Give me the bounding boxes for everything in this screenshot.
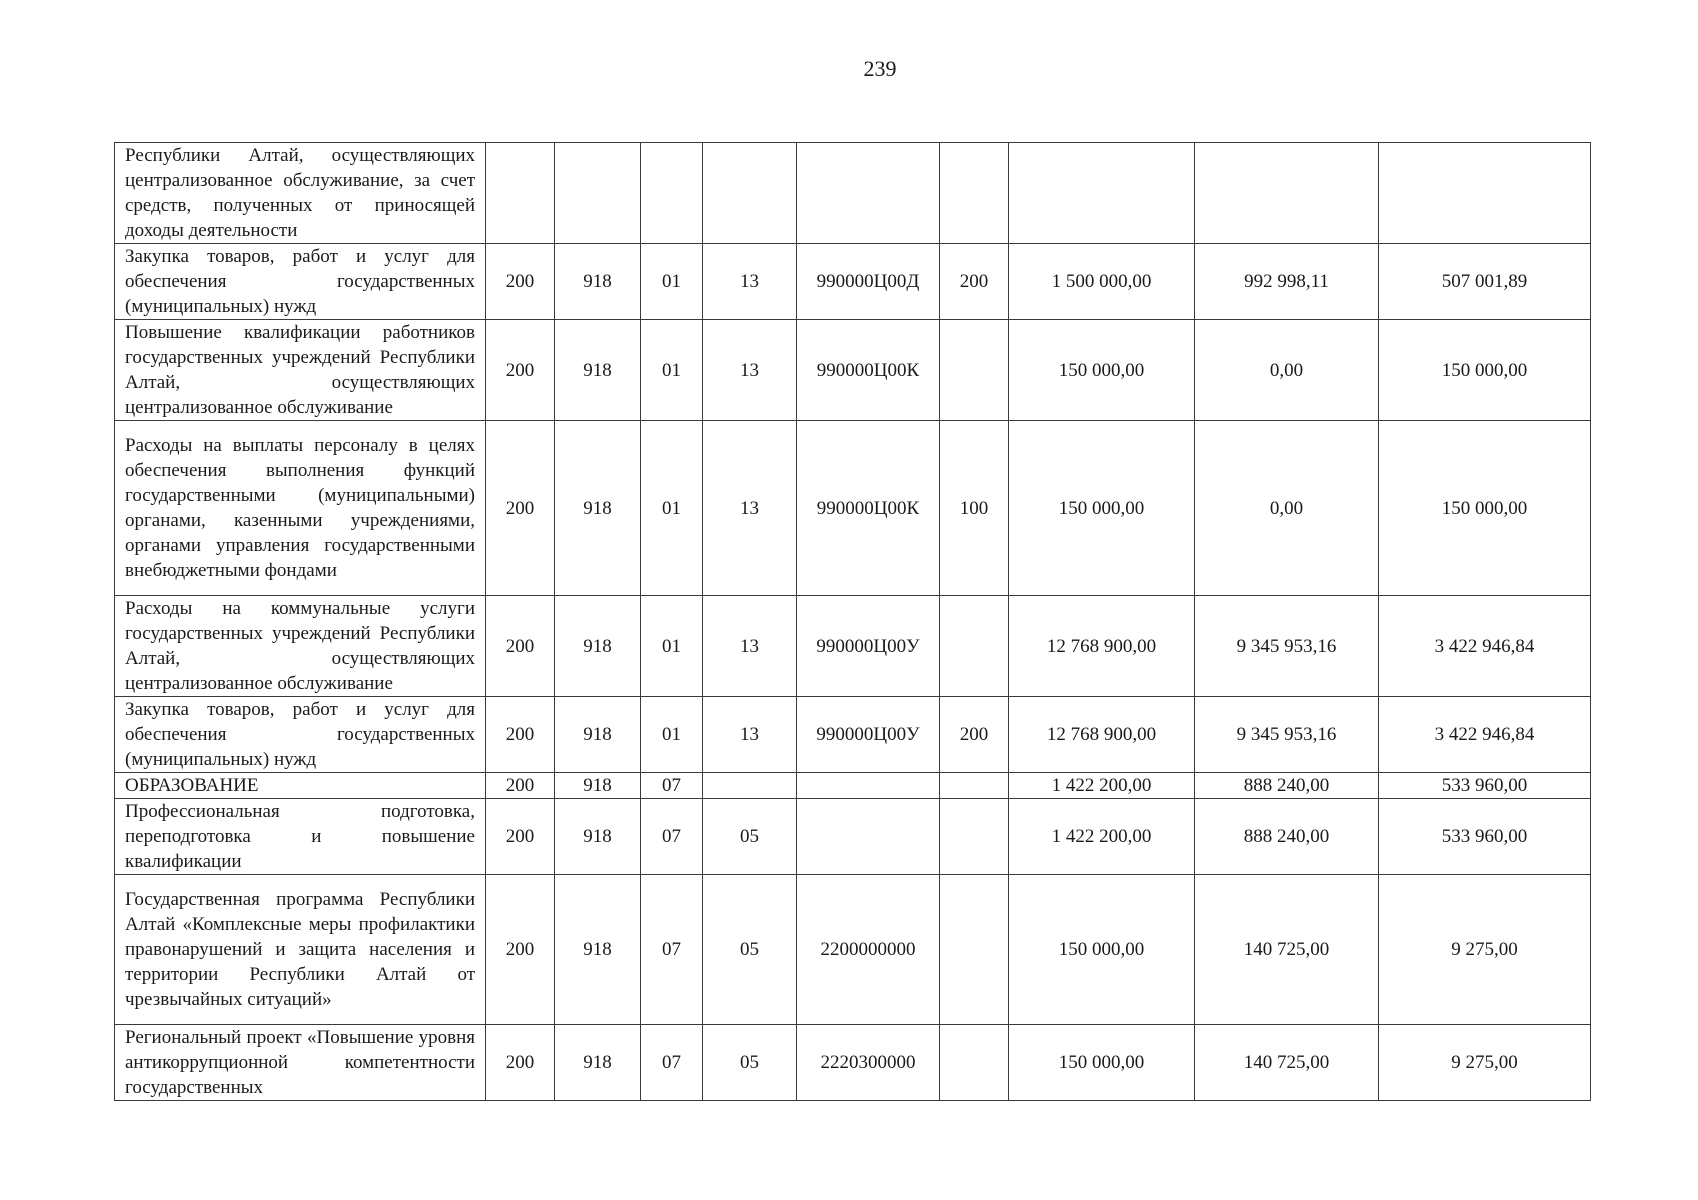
- table-row: [115, 697, 1591, 773]
- table-row: [115, 1025, 1591, 1101]
- row-value-cell: 07: [641, 1025, 703, 1101]
- row-value-cell: [703, 773, 797, 799]
- row-value-cell: 9 275,00: [1379, 875, 1591, 1025]
- row-name-cell: Государственная программа Республики Алтай «Комплексные меры профилактики правонарушений и защита населения и территории Республики Алтай от чрезвычайных ситуаций»: [115, 875, 486, 1025]
- row-value-cell: 200: [486, 421, 555, 596]
- row-value-cell: 990000Ц00К: [797, 421, 940, 596]
- row-value-cell: 12 768 900,00: [1009, 697, 1195, 773]
- row-name-cell: Закупка товаров, работ и услуг для обеспечения государственных (муниципальных) нужд: [115, 244, 486, 320]
- row-value-cell: 992 998,11: [1195, 244, 1379, 320]
- row-value-cell: 918: [555, 596, 641, 697]
- row-value-cell: 200: [486, 875, 555, 1025]
- row-value-cell: 13: [703, 244, 797, 320]
- row-value-cell: 13: [703, 421, 797, 596]
- row-value-cell: 200: [940, 244, 1009, 320]
- row-value-cell: 150 000,00: [1009, 1025, 1195, 1101]
- row-value-cell: 1 422 200,00: [1009, 773, 1195, 799]
- table-row: [115, 799, 1591, 875]
- row-value-cell: 918: [555, 773, 641, 799]
- row-value-cell: 990000Ц00К: [797, 320, 940, 421]
- row-value-cell: 0,00: [1195, 320, 1379, 421]
- row-value-cell: 918: [555, 875, 641, 1025]
- row-value-cell: 07: [641, 875, 703, 1025]
- row-value-cell: 918: [555, 1025, 641, 1101]
- row-name-cell: Республики Алтай, осуществляющих централизованное обслуживание, за счет средств, полученных от приносящей доходы деятельности: [115, 143, 486, 244]
- row-name-cell: ОБРАЗОВАНИЕ: [115, 773, 486, 799]
- row-value-cell: 100: [940, 421, 1009, 596]
- row-value-cell: [797, 143, 940, 244]
- row-value-cell: 990000Ц00Д: [797, 244, 940, 320]
- budget-table: [114, 142, 1591, 1101]
- row-value-cell: [940, 799, 1009, 875]
- row-value-cell: 200: [486, 799, 555, 875]
- row-name-cell: Расходы на выплаты персоналу в целях обеспечения выполнения функций государственными (муниципальными) органами, казенными учреждениями, органами управления государственными внебюджетными фондами: [115, 421, 486, 596]
- row-value-cell: 3 422 946,84: [1379, 697, 1591, 773]
- row-value-cell: [641, 143, 703, 244]
- row-name-cell: Закупка товаров, работ и услуг для обеспечения государственных (муниципальных) нужд: [115, 697, 486, 773]
- row-value-cell: 0,00: [1195, 421, 1379, 596]
- row-value-cell: [797, 773, 940, 799]
- row-value-cell: 9 275,00: [1379, 1025, 1591, 1101]
- row-name-cell: Повышение квалификации работников государственных учреждений Республики Алтай, осуществляющих централизованное обслуживание: [115, 320, 486, 421]
- row-value-cell: 3 422 946,84: [1379, 596, 1591, 697]
- row-value-cell: 200: [486, 697, 555, 773]
- row-value-cell: 200: [486, 1025, 555, 1101]
- row-value-cell: 888 240,00: [1195, 773, 1379, 799]
- row-value-cell: [940, 1025, 1009, 1101]
- row-value-cell: 200: [486, 773, 555, 799]
- table-row: [115, 773, 1591, 799]
- row-value-cell: 05: [703, 875, 797, 1025]
- table-row: [115, 875, 1591, 1025]
- row-value-cell: [940, 596, 1009, 697]
- row-value-cell: 918: [555, 320, 641, 421]
- table-row: [115, 421, 1591, 596]
- row-value-cell: [1009, 143, 1195, 244]
- row-value-cell: 533 960,00: [1379, 773, 1591, 799]
- row-value-cell: 150 000,00: [1009, 421, 1195, 596]
- row-value-cell: [940, 143, 1009, 244]
- row-value-cell: 918: [555, 421, 641, 596]
- row-value-cell: 150 000,00: [1379, 421, 1591, 596]
- row-value-cell: [940, 875, 1009, 1025]
- row-value-cell: 507 001,89: [1379, 244, 1591, 320]
- row-name-cell: Профессиональная подготовка, переподготовка и повышение квалификации: [115, 799, 486, 875]
- row-value-cell: 200: [486, 596, 555, 697]
- row-value-cell: [555, 143, 641, 244]
- page-number: 239: [863, 56, 897, 81]
- row-value-cell: 12 768 900,00: [1009, 596, 1195, 697]
- row-value-cell: 140 725,00: [1195, 1025, 1379, 1101]
- row-value-cell: 1 422 200,00: [1009, 799, 1195, 875]
- row-value-cell: [1379, 143, 1591, 244]
- row-value-cell: [1195, 143, 1379, 244]
- row-value-cell: 01: [641, 320, 703, 421]
- row-value-cell: 2200000000: [797, 875, 940, 1025]
- table-row: [115, 596, 1591, 697]
- row-value-cell: 990000Ц00У: [797, 596, 940, 697]
- row-value-cell: 140 725,00: [1195, 875, 1379, 1025]
- row-value-cell: [940, 320, 1009, 421]
- row-value-cell: [940, 773, 1009, 799]
- row-value-cell: 9 345 953,16: [1195, 697, 1379, 773]
- row-value-cell: [703, 143, 797, 244]
- row-value-cell: 07: [641, 799, 703, 875]
- row-value-cell: 05: [703, 1025, 797, 1101]
- row-value-cell: 07: [641, 773, 703, 799]
- table-row: [115, 244, 1591, 320]
- row-value-cell: 918: [555, 244, 641, 320]
- row-value-cell: 918: [555, 697, 641, 773]
- row-value-cell: 150 000,00: [1009, 320, 1195, 421]
- row-value-cell: 200: [486, 244, 555, 320]
- row-value-cell: 13: [703, 697, 797, 773]
- row-value-cell: 1 500 000,00: [1009, 244, 1195, 320]
- row-value-cell: 150 000,00: [1379, 320, 1591, 421]
- row-value-cell: 13: [703, 596, 797, 697]
- row-value-cell: 200: [486, 320, 555, 421]
- row-value-cell: 01: [641, 596, 703, 697]
- row-value-cell: 01: [641, 697, 703, 773]
- row-name-cell: Расходы на коммунальные услуги государственных учреждений Республики Алтай, осуществляющих централизованное обслуживание: [115, 596, 486, 697]
- row-value-cell: 01: [641, 244, 703, 320]
- row-value-cell: 918: [555, 799, 641, 875]
- row-value-cell: 01: [641, 421, 703, 596]
- row-name-cell: Региональный проект «Повышение уровня антикоррупционной компетентности государственных: [115, 1025, 486, 1101]
- row-value-cell: 200: [940, 697, 1009, 773]
- row-value-cell: 150 000,00: [1009, 875, 1195, 1025]
- row-value-cell: 05: [703, 799, 797, 875]
- table-row: [115, 320, 1591, 421]
- row-value-cell: 13: [703, 320, 797, 421]
- row-value-cell: 9 345 953,16: [1195, 596, 1379, 697]
- row-value-cell: [486, 143, 555, 244]
- row-value-cell: 533 960,00: [1379, 799, 1591, 875]
- row-value-cell: 888 240,00: [1195, 799, 1379, 875]
- row-value-cell: 2220300000: [797, 1025, 940, 1101]
- row-value-cell: 990000Ц00У: [797, 697, 940, 773]
- row-value-cell: [797, 799, 940, 875]
- table-row: [115, 143, 1591, 244]
